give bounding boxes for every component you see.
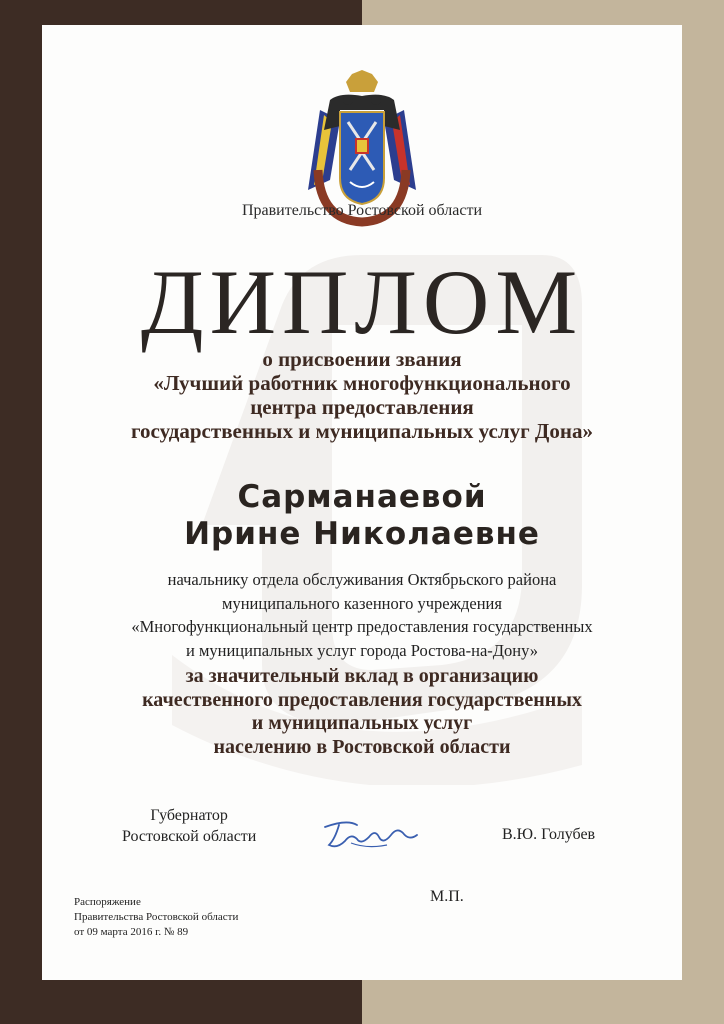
position-line: «Многофункциональный центр предоставления государственных bbox=[131, 617, 593, 636]
recipient-position-block bbox=[42, 568, 682, 662]
recipient-surname: Сарманаевой bbox=[237, 479, 487, 515]
order-line: Распоряжение bbox=[74, 896, 141, 908]
award-line: о присвоении звания bbox=[262, 347, 462, 371]
order-line: от 09 марта 2016 г. № 89 bbox=[74, 926, 189, 938]
merit-statement-block bbox=[42, 665, 682, 759]
order-reference bbox=[74, 895, 238, 940]
position-line: и муниципальных услуг города Ростова-на-Дону» bbox=[185, 640, 539, 660]
award-title-block bbox=[42, 347, 682, 443]
merit-line: и муниципальных услуг bbox=[251, 712, 473, 734]
issuer-label: Правительство Ростовской области bbox=[241, 202, 483, 219]
recipient-name bbox=[42, 479, 682, 553]
award-line: «Лучший работник многофункционального bbox=[153, 371, 571, 395]
handwritten-signature-icon bbox=[317, 815, 427, 855]
signatory-role-line: Губернатор bbox=[150, 807, 228, 824]
merit-line: качественного предоставления государственных bbox=[142, 688, 582, 711]
merit-line: за значительный вклад в организацию bbox=[185, 665, 539, 687]
award-line: государственных и муниципальных услуг Дона» bbox=[131, 419, 593, 443]
position-line: начальнику отдела обслуживания Октябрьского района bbox=[167, 570, 557, 589]
stamp-place-label: М.П. bbox=[430, 888, 464, 905]
signatory-role-line: Ростовской области bbox=[122, 828, 257, 845]
diploma-sheet bbox=[42, 25, 682, 980]
signatory-role bbox=[122, 805, 256, 847]
document-title: ДИПЛОМ bbox=[140, 251, 584, 353]
merit-line: населению в Ростовской области bbox=[213, 735, 511, 758]
order-line: Правительства Ростовской области bbox=[74, 911, 239, 923]
recipient-given-names: Ирине Николаевне bbox=[184, 516, 540, 552]
award-line: центра предоставления bbox=[250, 395, 474, 419]
signatory-name: В.Ю. Голубев bbox=[502, 826, 596, 843]
position-line: муниципального казенного учреждения bbox=[222, 593, 502, 613]
